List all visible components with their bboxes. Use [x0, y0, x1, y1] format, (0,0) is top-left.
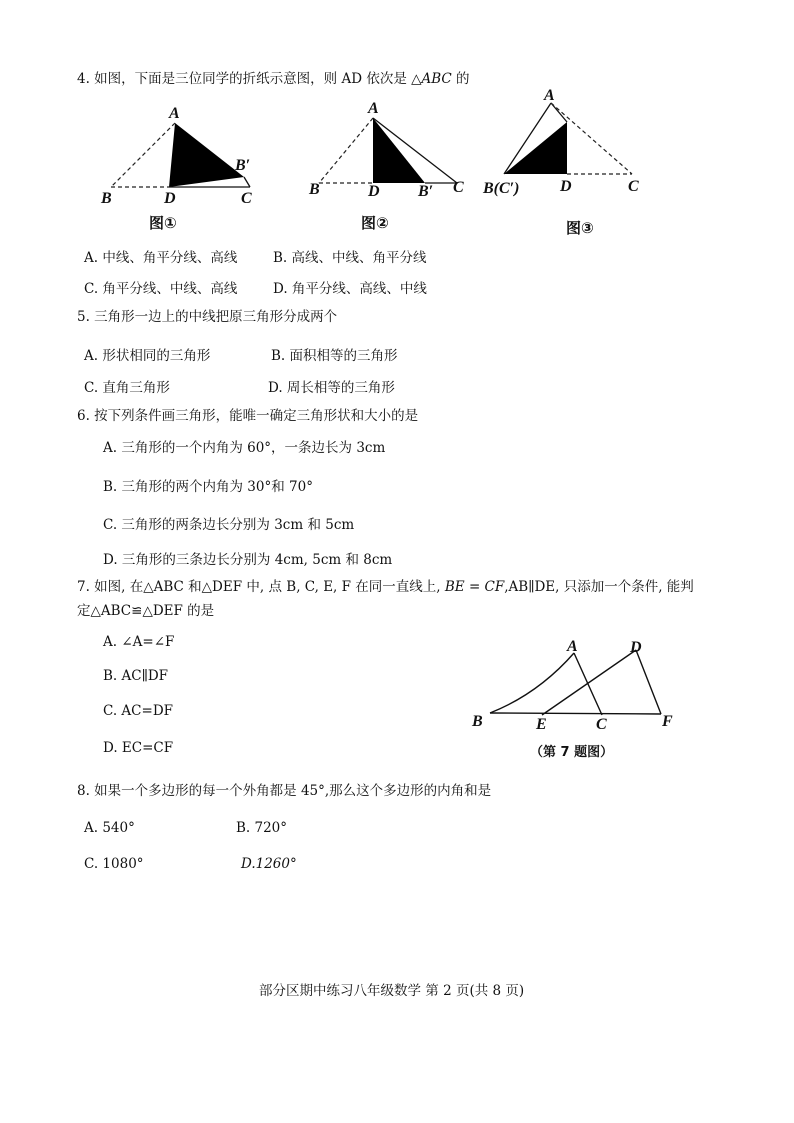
- q8-option-d: D.1260°: [241, 856, 297, 872]
- q7-line-BA: [490, 653, 574, 713]
- q7-label-B: B: [472, 713, 483, 730]
- q8-option-a: A. 540°: [84, 820, 135, 836]
- q7-option-b: B. AC∥DF: [103, 668, 169, 684]
- fig2-label-A: A: [368, 100, 379, 117]
- fig2-folded-region: [373, 118, 425, 183]
- q6-option-a: A. 三角形的一个内角为 60°，一条边长为 3cm: [103, 440, 386, 456]
- fig2-caption: 图②: [361, 214, 389, 232]
- fig1-label-A: A: [169, 105, 180, 122]
- q7-label-C: C: [596, 716, 607, 733]
- fig1-caption: 图①: [149, 214, 177, 232]
- q6-option-b: B. 三角形的两个内角为 30°和 70°: [103, 479, 313, 495]
- q6-stem: 6. 按下列条件画三角形，能唯一确定三角形状和大小的是: [77, 408, 419, 424]
- q7-stem-line1: 7. 如图, 在△ABC 和△DEF 中, 点 B, C, E, F 在同一直线上, BE = CF,AB∥DE, 只添加一个条件, 能判: [77, 579, 694, 595]
- fig3-label-D: D: [560, 178, 572, 195]
- page-footer: 部分区期中练习八年级数学 第 2 页(共 8 页): [259, 983, 525, 999]
- q6-option-c: C. 三角形的两条边长分别为 3cm 和 5cm: [103, 517, 355, 533]
- q7-option-a: A. ∠A=∠F: [103, 634, 175, 650]
- q6-option-d: D. 三角形的三条边长分别为 4cm, 5cm 和 8cm: [103, 552, 393, 568]
- q7-label-A: A: [567, 638, 578, 655]
- q7-figure: [468, 632, 688, 767]
- q5-option-b: B. 面积相等的三角形: [271, 348, 398, 364]
- q7-line-BF: [490, 713, 661, 714]
- q8-option-c: C. 1080°: [84, 856, 144, 872]
- fig2-label-D: D: [368, 183, 380, 200]
- q7-option-d: D. EC=CF: [103, 740, 174, 756]
- q7-label-F: F: [662, 713, 673, 730]
- fig1-label-D: D: [164, 190, 176, 207]
- q4-option-c: C. 角平分线、中线、高线: [84, 281, 238, 297]
- q5-option-d: D. 周长相等的三角形: [268, 380, 395, 396]
- q4-figure-2: [305, 98, 485, 238]
- fig3-label-BC: B(C′): [483, 180, 520, 197]
- q4-option-d: D. 角平分线、高线、中线: [273, 281, 427, 297]
- q7-caption: （第 7 题图）: [530, 745, 614, 760]
- q4-figure-3: [480, 87, 650, 240]
- fig2-label-B: B: [309, 181, 320, 198]
- q4-option-b: B. 高线、中线、角平分线: [273, 250, 427, 266]
- q4-stem: 4. 如图，下面是三位同学的折纸示意图，则 AD 依次是 △ABC 的: [77, 71, 470, 87]
- fig1-label-Bp: B′: [235, 157, 251, 174]
- fig1-label-B: B: [101, 190, 112, 207]
- q8-option-b: B. 720°: [236, 820, 288, 836]
- q7-stem-line2: 定△ABC≌△DEF 的是: [77, 603, 215, 619]
- q7-label-D: D: [630, 639, 642, 656]
- q4-figure-1: [95, 98, 265, 238]
- fig2-label-C: C: [453, 179, 464, 196]
- q4-option-a: A. 中线、角平分线、高线: [84, 250, 238, 266]
- fig3-caption: 图③: [566, 219, 594, 237]
- q7-option-c: C. AC=DF: [103, 703, 174, 719]
- q7-line-DF: [636, 650, 661, 714]
- q5-option-c: C. 直角三角形: [84, 380, 170, 396]
- q5-option-a: A. 形状相同的三角形: [84, 348, 211, 364]
- fig3-label-C: C: [628, 178, 639, 195]
- q7-line-ED: [542, 650, 636, 715]
- fig1-label-C: C: [241, 190, 252, 207]
- fig2-label-Bp: B′: [418, 183, 434, 200]
- fig1-folded-region: [169, 123, 244, 187]
- q8-stem: 8. 如果一个多边形的每一个外角都是 45°,那么这个多边形的内角和是: [77, 783, 492, 799]
- q5-stem: 5. 三角形一边上的中线把原三角形分成两个: [77, 309, 338, 325]
- fig3-folded-region: [504, 122, 567, 174]
- q7-label-E: E: [536, 716, 547, 733]
- fig3-label-A: A: [544, 87, 555, 104]
